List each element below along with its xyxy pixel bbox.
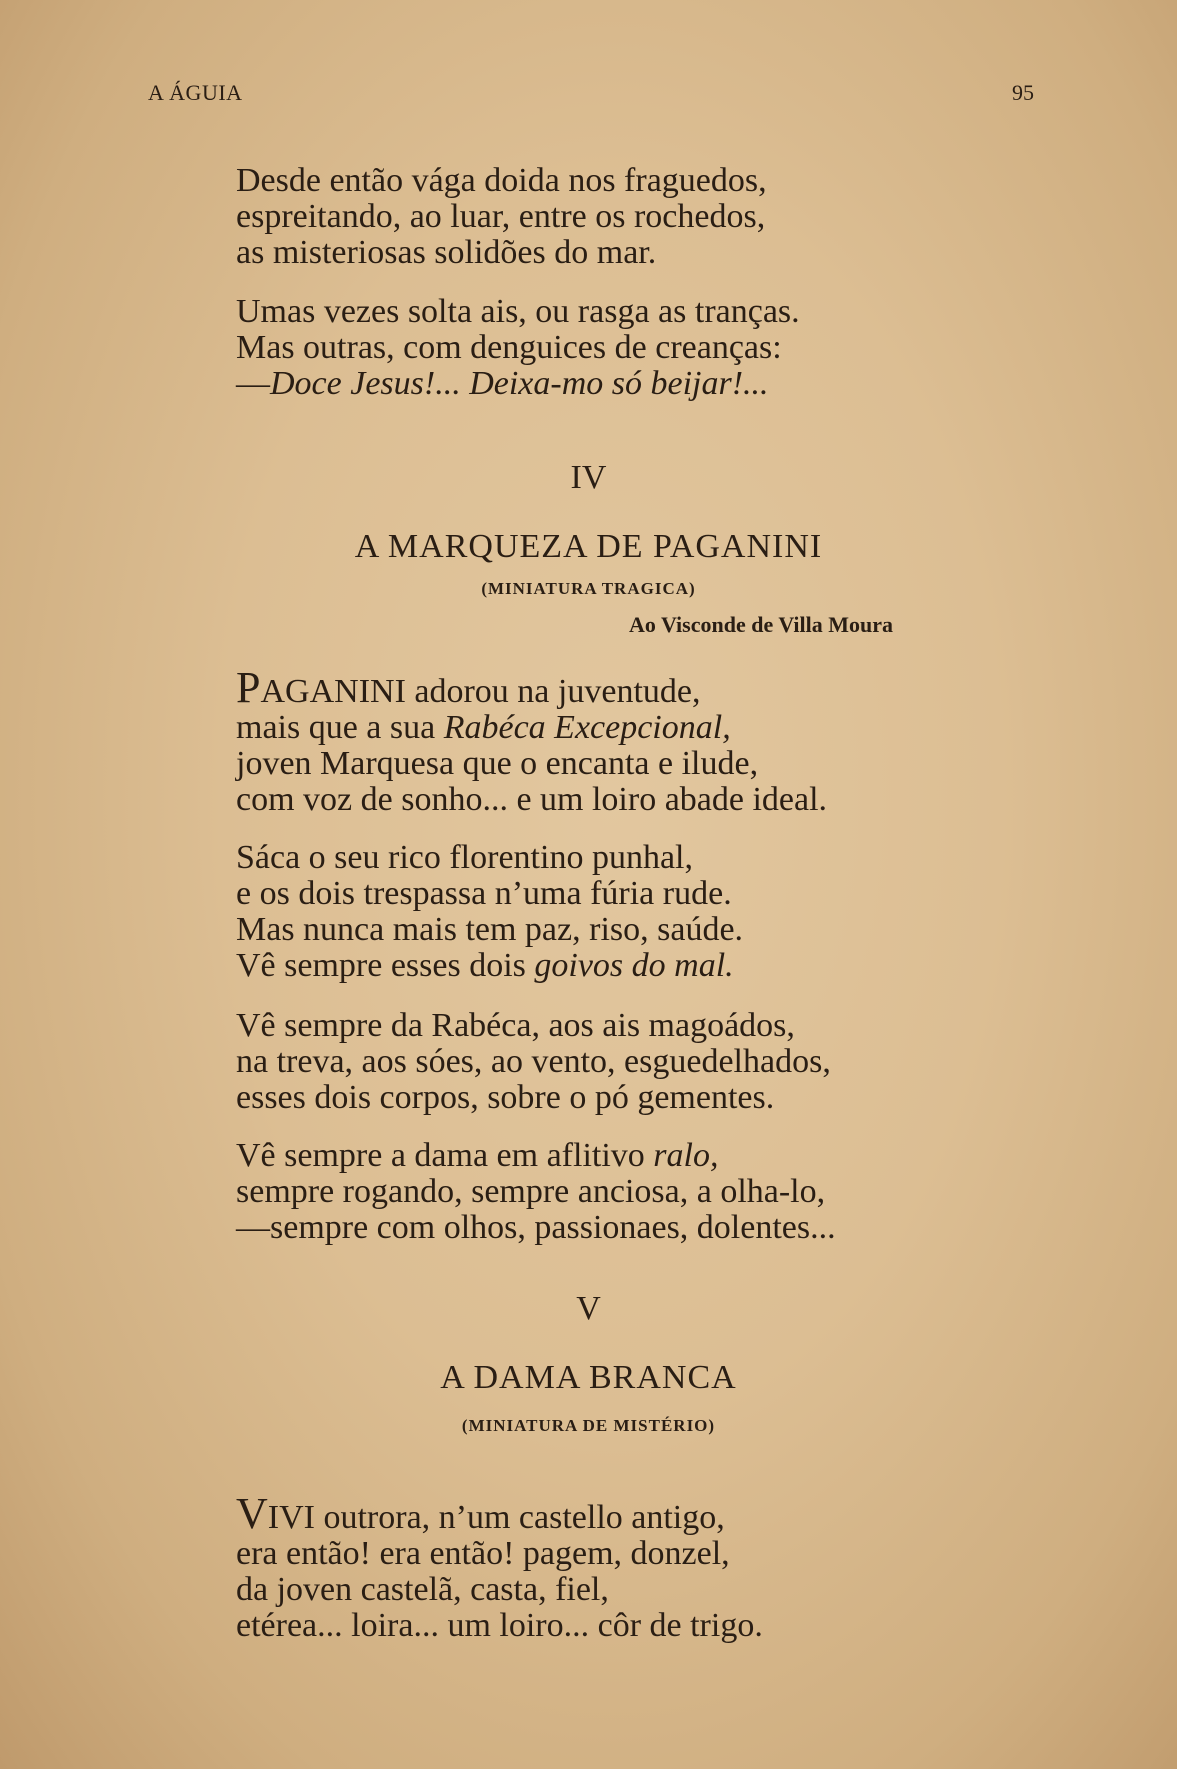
verse-line: Vê sempre da Rabéca, aos ais magoádos, [236, 1007, 795, 1044]
section-subtitle-iv: (MINIATURA TRAGICA) [481, 579, 696, 598]
verse-text: mais que a sua [236, 709, 444, 746]
verse-text: AGANINI adorou na juventude, [260, 673, 701, 710]
drop-cap: P [236, 663, 261, 712]
verse-line: era então! era então! pagem, donzel, [236, 1535, 730, 1572]
verse-line [236, 710, 827, 746]
italic-phrase: Rabéca Excepcional, [443, 709, 731, 746]
stanza-iv-2 [236, 840, 743, 984]
verse-line [236, 1138, 836, 1174]
section-title-dama-branca: A DAMA BRANCA [440, 1359, 737, 1396]
verse-line: Umas vezes solta ais, ou rasga as tranças. [236, 293, 800, 330]
verse-line: Mas nunca mais tem paz, riso, saúde. [236, 911, 744, 948]
italic-phrase: ralo, [653, 1137, 719, 1174]
section-numeral-v: V [576, 1290, 601, 1327]
verse-line: espreitando, ao luar, entre os rochedos, [236, 198, 766, 235]
verse-line: sempre rogando, sempre anciosa, a olha-lo, [236, 1173, 826, 1210]
stanza-iv-3 [236, 1008, 831, 1116]
section-title-marqueza: A MARQUEZA DE PAGANINI [354, 528, 823, 565]
verse-line: as misteriosas solidões do mar. [236, 234, 657, 271]
verse-line: Mas outras, com denguices de creanças: [236, 329, 782, 366]
verse-line [236, 663, 827, 712]
stanza-v-1 [236, 1489, 763, 1644]
verse-line: com voz de sonho... e um loiro abade ideal. [236, 781, 828, 818]
verse-line: etérea... loira... um loiro... côr de trigo. [236, 1607, 763, 1644]
running-head: A ÁGUIA [148, 80, 243, 105]
section-numeral-iv: IV [570, 459, 607, 496]
stanza-iv-4 [236, 1138, 836, 1246]
stanza-iv-1 [236, 663, 828, 818]
em-dash: — [236, 365, 270, 402]
verse-line: na treva, aos sóes, ao vento, esguedelhados, [236, 1043, 831, 1080]
page-number: 95 [1012, 80, 1034, 105]
section-subtitle-v: (MINIATURA DE MISTÉRIO) [461, 1416, 716, 1435]
verse-text: Vê sempre esses dois [236, 947, 535, 984]
italic-quote: Doce Jesus!... Deixa-mo só beijar!... [270, 365, 769, 402]
drop-cap: V [236, 1489, 268, 1538]
verse-line [236, 1489, 763, 1538]
verse-line: e os dois trespassa n’uma fúria rude. [236, 875, 732, 912]
italic-phrase: goivos do mal. [534, 947, 734, 984]
verse-text: Vê sempre a dama em aflitivo [236, 1137, 654, 1174]
verse-line: Desde então vága doida nos fraguedos, [236, 162, 767, 199]
verse-line: Sáca o seu rico florentino punhal, [236, 839, 693, 876]
verse-line: —sempre com olhos, passionaes, dolentes... [236, 1209, 836, 1246]
verse-text: IVI outrora, n’um castello antigo, [267, 1499, 725, 1536]
stanza-2 [236, 294, 800, 402]
verse-line: esses dois corpos, sobre o pó gementes. [236, 1079, 775, 1116]
verse-line [236, 366, 800, 402]
verse-line: joven Marquesa que o encanta e ilude, [236, 745, 759, 782]
stanza-1 [236, 163, 767, 271]
verse-line: da joven castelã, casta, fiel, [236, 1571, 609, 1608]
verse-line [236, 948, 743, 984]
dedication: Ao Visconde de Villa Moura [629, 612, 894, 637]
